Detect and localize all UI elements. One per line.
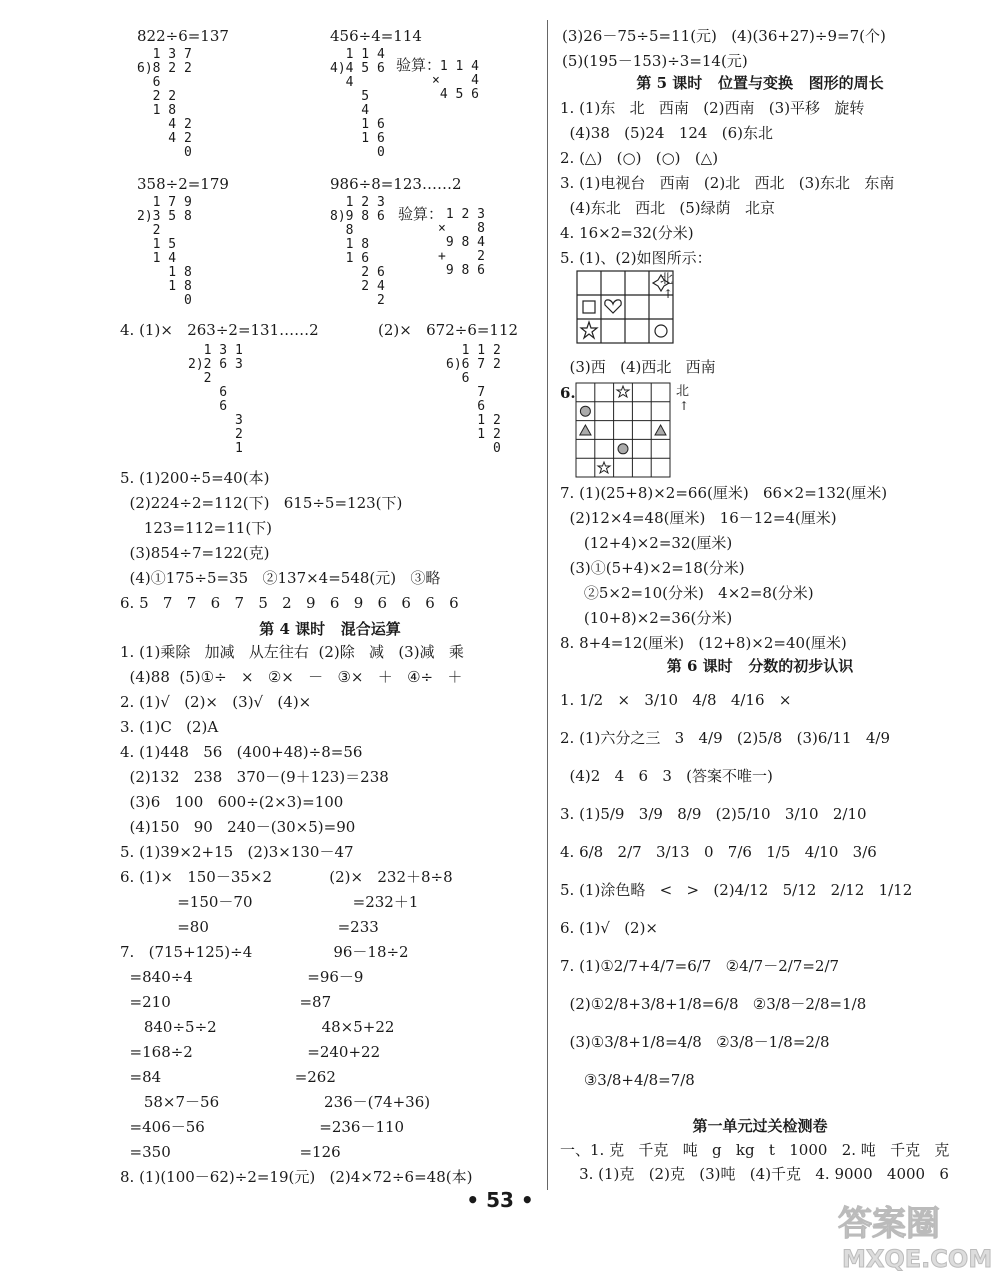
answer-line: (2)224÷2=112(下) 615÷5=123(下)	[120, 494, 403, 512]
answer-line: (3)①3/8+1/8=4/8 ②3/8－1/8=2/8	[560, 1033, 830, 1051]
eq-456-div-4: 456÷4=114	[330, 27, 422, 45]
answer-line: 7. (715+125)÷4 96－18÷2	[120, 943, 409, 961]
answer-line: 6. (1)× 150－35×2 (2)× 232＋8÷8	[120, 868, 453, 886]
answer-line: (4)东北 西北 (5)绿荫 北京	[560, 199, 775, 217]
answer-line: (3)854÷7=122(克)	[120, 544, 270, 562]
answer-line: 一、1. 克 千克 吨 g kg t 1000 2. 吨 千克 克	[560, 1141, 950, 1159]
q5-part3: (3)西 (4)西北 西南	[560, 358, 716, 376]
answer-line: (4)38 (5)24 124 (6)东北	[560, 124, 773, 142]
answer-line: =210 =87	[120, 993, 332, 1011]
lesson6-heading: 第 6 课时 分数的初步认识	[666, 657, 854, 675]
answer-line: 8. 8+4=12(厘米) (12+8)×2=40(厘米)	[560, 634, 847, 652]
answer-line: =406－56 =236－110	[120, 1118, 405, 1136]
answer-line: =150－70 =232＋1	[120, 893, 419, 911]
column-divider	[547, 20, 548, 1190]
square-shape	[583, 301, 595, 313]
answer-line: 7. (1)①2/7+4/7=6/7 ②4/7－2/7=2/7	[560, 957, 840, 975]
answer-line: 7. (1)(25+8)×2=66(厘米) 66×2=132(厘米)	[560, 484, 888, 502]
lesson4-heading: 第 4 课时 混合运算	[259, 620, 401, 638]
division-work-5: 1 3 1 2)2 6 3 2 6 6 3 2 1	[188, 343, 243, 456]
page-number: • 53 •	[466, 1188, 534, 1212]
answer-line: =350 =126	[120, 1143, 341, 1161]
division-work-6: 1 1 2 6)6 7 2 6 7 6 1 2 1 2 0	[446, 343, 501, 456]
answer-line: (4)①175÷5=35 ②137×4=548(元) ③略	[120, 569, 441, 587]
answer-line: 6. 5 7 7 6 7 5 2 9 6 9 6 6 6 6	[120, 594, 459, 612]
division-work-1: 1 3 7 6)8 2 2 6 2 2 1 8 4 2 4 2 0	[137, 47, 192, 160]
answer-line: 4. (1)448 56 (400+48)÷8=56	[120, 743, 363, 761]
answer-line: 4. 16×2=32(分米)	[560, 224, 694, 242]
answer-line: 5. (1)、(2)如图所示：	[560, 249, 712, 267]
q4-part2: (2)× 672÷6=112	[378, 321, 519, 339]
svg-text:MXQE.COM: MXQE.COM	[842, 1245, 992, 1273]
answer-line: 4. 6/8 2/7 3/13 0 7/6 1/5 4/10 3/6	[560, 843, 877, 861]
answer-line: 3. (1)5/9 3/9 8/9 (2)5/10 3/10 2/10	[560, 805, 867, 823]
star-shape	[581, 322, 597, 338]
position-grid-2	[575, 382, 673, 480]
answer-line: (2)①2/8+3/8+1/8=6/8 ②3/8－2/8=1/8	[560, 995, 867, 1013]
answer-line: 2. (1)√ (2)× (3)√ (4)×	[120, 693, 312, 711]
lesson5-heading: 第 5 课时 位置与变换 图形的周长	[636, 74, 884, 92]
answer-line: 3. (1)克 (2)克 (3)吨 (4)千克 4. 9000 4000 6	[560, 1165, 949, 1183]
answer-line: ③3/8+4/8=7/8	[560, 1071, 695, 1089]
answer-line: =80 =233	[120, 918, 379, 936]
answer-line: 3. (1)C (2)A	[120, 718, 219, 736]
answer-line: 1. (1)乘除 加减 从左往右 (2)除 减 (3)减 乘	[120, 643, 464, 661]
north-label-2: 北	[676, 384, 690, 399]
north-arrow-icon-2: ↑	[679, 399, 690, 413]
answer-line: (3)①(5+4)×2=18(分米)	[560, 559, 745, 577]
circle-shape	[655, 325, 667, 337]
check-label: 验算：	[396, 56, 442, 74]
answer-line: (10+8)×2=36(分米)	[560, 609, 733, 627]
answer-line: =84 =262	[120, 1068, 336, 1086]
answer-line: (2)12×4=48(厘米) 16－12=4(厘米)	[560, 509, 837, 527]
answer-line: 1. (1)东 北 西南 (2)西南 (3)平移 旋转	[560, 99, 865, 117]
answer-line: 8. (1)(100－62)÷2=19(元) (2)4×72÷6=48(本)	[120, 1168, 473, 1186]
check-work-4: 1 2 3 × 8 9 8 4 + 2 9 8 6	[438, 207, 485, 278]
answer-line: (3)6 100 600÷(2×3)=100	[120, 793, 344, 811]
answer-line: =840÷4 =96－9	[120, 968, 364, 986]
heart-shape	[605, 300, 621, 313]
answer-line: ②5×2=10(分米) 4×2=8(分米)	[560, 584, 814, 602]
check-work-2: 1 1 4 × 4 4 5 6	[432, 59, 479, 102]
division-work-3: 1 7 9 2)3 5 8 2 1 5 1 4 1 8 1 8 0	[137, 195, 192, 308]
svg-text:答案圈: 答案圈	[838, 1204, 940, 1244]
eq-358-div-2: 358÷2=179	[137, 175, 229, 193]
division-work-4: 1 2 3 8)9 8 6 8 1 8 1 6 2 6 2 4 2	[330, 195, 385, 308]
eq-822-div-6: 822÷6=137	[137, 27, 229, 45]
eq-986-div-8: 986÷8=123……2	[330, 175, 462, 193]
answer-line: (2)132 238 370－(9＋123)＝238	[120, 768, 389, 786]
answer-line: 123=112=11(下)	[120, 519, 273, 537]
answer-line: 5. (1)39×2+15 (2)3×130－47	[120, 843, 354, 861]
answer-line: (12+4)×2=32(厘米)	[560, 534, 733, 552]
north-arrow-icon: ↑	[663, 287, 674, 301]
answer-line: (3)26－75÷5=11(元) (4)(36+27)÷9=7(个)	[562, 27, 886, 45]
q6-label: 6.	[560, 384, 576, 402]
north-label-1: 北	[660, 272, 674, 287]
answer-line: (4)2 4 6 3 (答案不唯一)	[560, 767, 773, 785]
answer-line: 840÷5÷2 48×5+22	[120, 1018, 395, 1036]
answer-line: 58×7－56 236－(74+36)	[120, 1093, 431, 1111]
q4-part1: 4. (1)× 263÷2=131……2	[120, 321, 319, 339]
division-work-2: 1 1 4 4)4 5 6 4 5 4 1 6 1 6 0	[330, 47, 385, 160]
answer-line: =168÷2 =240+22	[120, 1043, 381, 1061]
answer-line: (5)(195－153)÷3=14(元)	[562, 52, 748, 70]
answer-line: 2. (1)六分之三 3 4/9 (2)5/8 (3)6/11 4/9	[560, 729, 890, 747]
check-label-2: 验算：	[398, 205, 444, 223]
answer-line: 2. (△) (○) (○) (△)	[560, 149, 719, 167]
unit1-test-heading: 第一单元过关检测卷	[692, 1117, 828, 1135]
answer-line: 1. 1/2 × 3/10 4/8 4/16 ×	[560, 691, 792, 709]
answer-line: 6. (1)√ (2)×	[560, 919, 659, 937]
watermark-logo	[832, 1195, 992, 1279]
answer-line: 5. (1)200÷5=40(本)	[120, 469, 270, 487]
answer-line: 3. (1)电视台 西南 (2)北 西北 (3)东北 东南	[560, 174, 895, 192]
answer-line: (4)150 90 240－(30×5)=90	[120, 818, 356, 836]
answer-line: (4)88 (5)①÷ × ②× － ③× ＋ ④÷ ＋	[120, 668, 463, 686]
answer-line: 5. (1)涂色略 < > (2)4/12 5/12 2/12 1/12	[560, 881, 913, 899]
